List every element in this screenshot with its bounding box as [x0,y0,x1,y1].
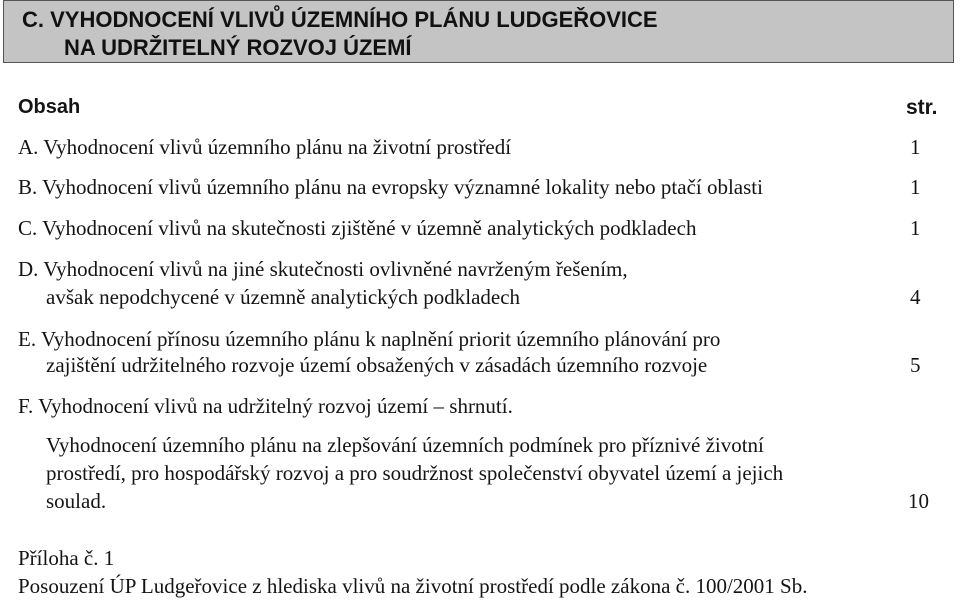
toc-item-c-text: C. Vyhodnocení vlivů na skutečnosti zjištěné v územně analytických podkladech [18,216,697,240]
toc-item-f-text: F. Vyhodnocení vlivů na udržitelný rozvoj území – shrnutí. [18,394,513,418]
toc-item-f-sub-line-1: Vyhodnocení územního plánu na zlepšování územních podmínek pro příznivé životní [46,433,764,457]
appendix-title: Posouzení ÚP Ludgeřovice z hlediska vlivů na životní prostředí podle zákona č. 100/2001 Sb. [18,574,808,598]
document-section-header [3,0,954,63]
toc-item-e-page: 5 [910,353,921,377]
toc-item-d-line-1: D. Vyhodnocení vlivů na jiné skutečnosti ovlivněné navrženým řešením, [18,257,628,281]
toc-item-f-sub-line-2: prostředí, pro hospodářský rozvoj a pro soudržnost společenství obyvatel území a jejich [46,461,784,485]
toc-item-f-sub-line-3: soulad. [46,489,107,513]
toc-item-e-line-2: zajištění udržitelného rozvoje území obsažených v zásadách územního rozvoje [46,353,708,377]
appendix-label: Příloha č. 1 [18,546,115,570]
toc-item-a-text: A. Vyhodnocení vlivů územního plánu na životní prostředí [18,135,512,159]
header-line-2: NA UDRŽITELNÝ ROZVOJ ÚZEMÍ [64,35,412,60]
header-line-1: C. VYHODNOCENÍ VLIVŮ ÚZEMNÍHO PLÁNU LUDGEŘOVICE [22,7,658,32]
toc-heading: Obsah [18,96,81,118]
toc-page-heading: str. [906,96,938,119]
toc-item-d-page: 4 [910,285,921,309]
toc-item-c-page: 1 [910,216,921,240]
toc-item-b-page: 1 [910,175,921,199]
toc-item-f-page: 10 [908,489,929,513]
toc-item-b-text: B. Vyhodnocení vlivů územního plánu na evropsky významné lokality nebo ptačí oblasti [18,175,763,199]
toc-item-d-line-2: avšak nepodchycené v územně analytických podkladech [46,285,521,309]
toc-item-a-page: 1 [910,135,921,159]
toc-item-e-line-1: E. Vyhodnocení přínosu územního plánu k naplnění priorit územního plánování pro [18,327,721,351]
